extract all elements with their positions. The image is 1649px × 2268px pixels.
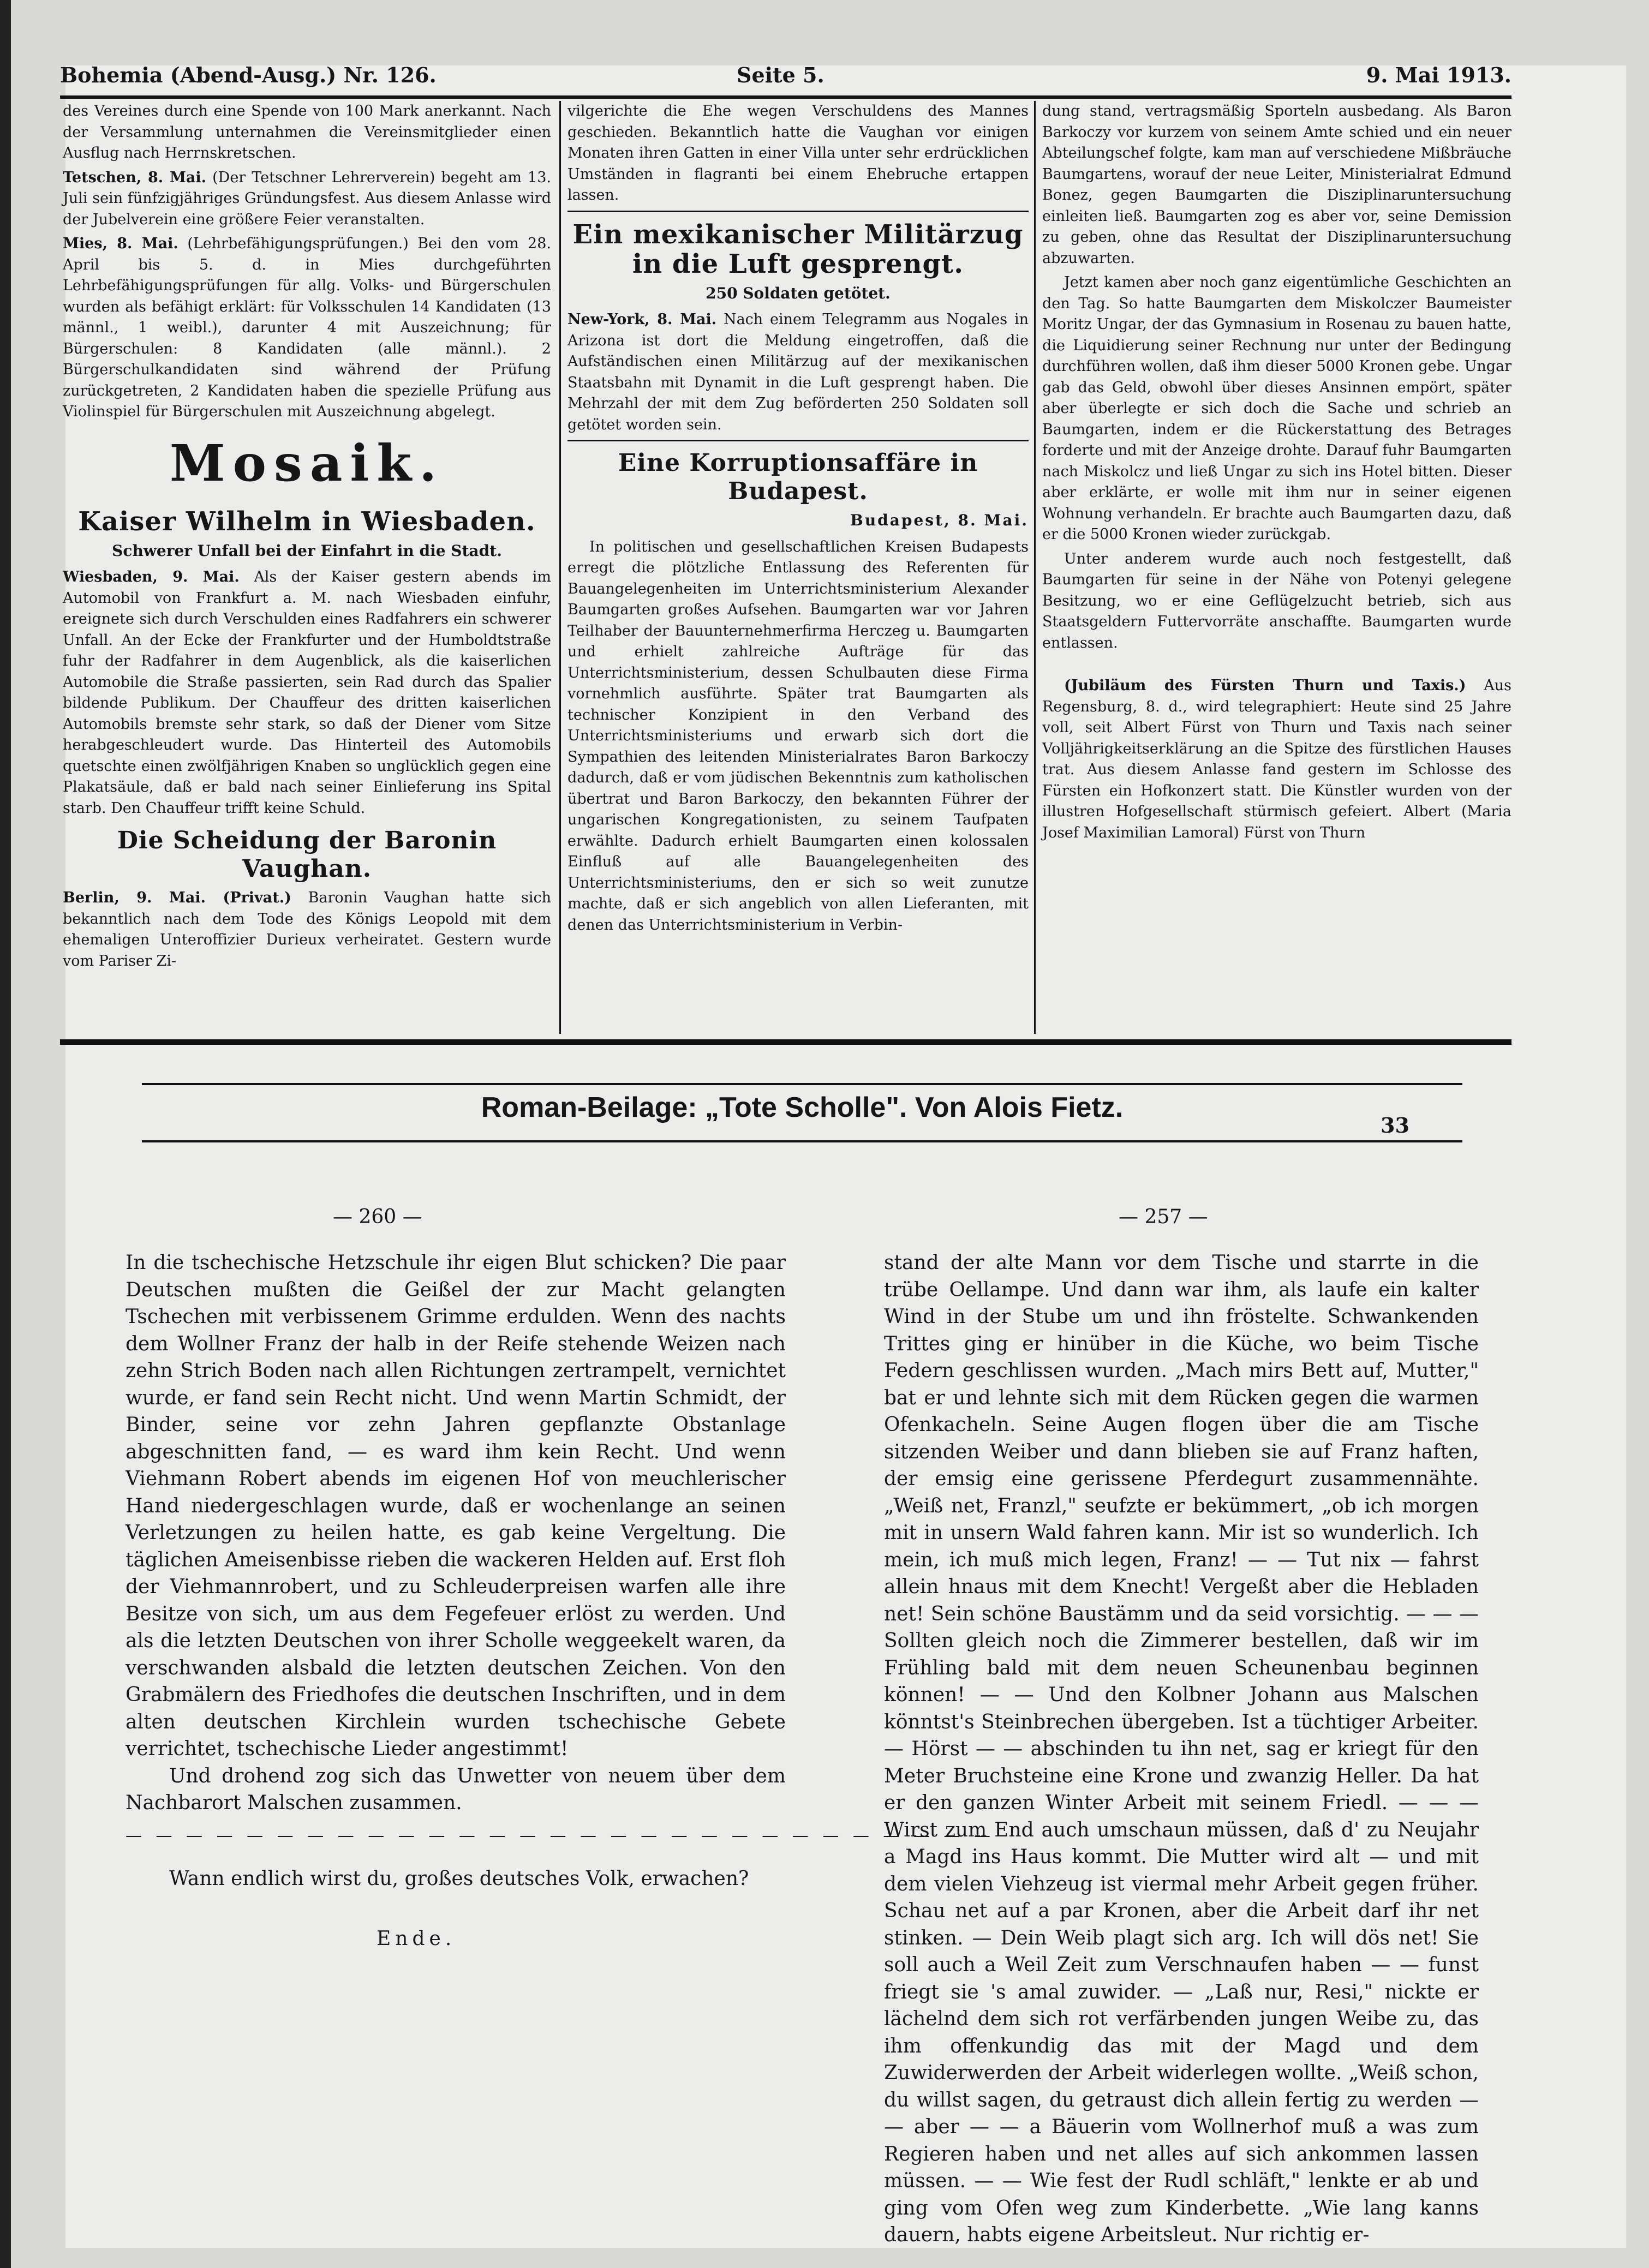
- col1-paragraph: des Vereines durch eine Spende von 100 Mark anerkannt. Nach der Versammlung unternahmen die Vereinsmitglieder einen Ausflug nach Herrnskretschen.: [63, 103, 551, 161]
- header-page-number: Seite 5.: [737, 63, 824, 87]
- col3-paragraph: Jetzt kamen aber noch ganz eigentümliche Geschichten an den Tag. So hatte Baumgarten dem Miskolczer Baumeister Moritz Ungar, der das Gymnasium in Rosenau zu bauen hatte, die Liquidierung seiner Rechnung nur unter der Bedingung durchführen wollen, daß ihm dieser 5000 Kronen gebe. Ungar gab das Geld, obwohl über dieses Ansinnen empört, später aber überlegte er sich doch die Sache und schrieb an Baumgarten, indem er die Rückerstattung des Betrages forderte und mit der Anzeige drohte. Darauf fuhr Baumgarten nach Miskolcz und ließ Ungar zu sich ins Hotel bitten. Dieser aber erklärte, er wolle mit ihm nur in seiner eigenen Wohnung verhandeln. Er brachte auch Baumgarten dazu, daß er die 5000 Kronen wieder zurückgab.: [1042, 274, 1511, 543]
- paragraph-body: Aus Regensburg, 8. d., wird telegraphiert: Heute sind 25 Jahre voll, seit Albert Fürst von Thurn und Taxis nach seiner Volljährigkeitserklärung an die Spitze des fürstlichen Hauses trat. Aus diesem Anlasse fand gestern im Schlosse des Fürsten ein Hofkonzert statt. Die Künstler wurden von der illustren Hofgesellschaft stürmisch gefeiert. Albert (Maria Josef Maximilian Lamoral) Fürst von Thurn: [1042, 677, 1511, 841]
- header-rule: [60, 95, 1511, 99]
- scan-left-edge: [0, 0, 11, 2268]
- paragraph-body: Baronin Vaughan hatte sich bekanntlich nach dem Tode des Königs Leopold mit dem ehemaligen Unteroffizier Durieux verheiratet. Gestern wurde vom Pariser Zi-: [63, 889, 551, 970]
- page-header: [60, 57, 1511, 95]
- story-paragraph: In die tschechische Hetzschule ihr eigen Blut schicken? Die paar Deutschen mußten die Geißel der zur Macht gelangten Tschechen mit verbissenem Grimme erdulden. Wenn des nachts dem Wollner Franz der halb in der Reife stehende Weizen nach zehn Strich Boden nach allen Richtungen zertrampelt, vernichtet wurde, er fand sein Recht nicht. Und wenn Martin Schmidt, der Binder, seine vor zehn Jahren gepflanzte Obstanlage abgeschnitten fand, — es ward ihm kein Recht. Und wenn Viehmann Robert abends im eigenen Hof von meuchlerischer Hand niedergeschlagen wurde, daß er wochenlange an seinen Verletzungen zu heilen hatte, es gab keine Vergeltung. Die täglichen Ameisenbisse rieben die wackeren Helden auf. Erst floh der Viehmannrobert, und zu Schleuderpreisen warfen alle ihre Besitze von sich, um aus dem Fegefeuer erlöst zu werden. Und als die letzten Deutschen von ihrer Scholle weggeekelt waren, da verschwanden alsbald die letzten deutschen Zeichen. Von den Grabmälern des Friedhofes die deutschen Inschriften, und in dem alten deutschen Kirchlein wurden tschechische Gebete verrichtet, tschechische Lieder angestimmt!: [126, 1252, 786, 1760]
- article-korruption-body: In politischen und gesellschaftlichen Kreisen Budapests erregt die plötzliche Entlassung des Referenten für Bauangelegenheiten im Unterrichtsministerium Alexander Baumgarten großes Aufsehen. Baumgarten war vor Jahren Teilhaber der Bauunternehmerfirma Herczeg u. Baumgarten und erhielt zahlreiche Aufträge für das Unterrichtsministerium, dessen Schulbauten diese Firma vornehmlich ausführte. Später trat Baumgarten als technischer Konzipient in den Verband des Unterrichtsministeriums und erwarb sich dort die Sympathien des leitenden Ministerialrates Baron Barkoczy dadurch, daß er vom jüdischen Bekenntnis zum katholischen übertrat und Baron Barkoczy, den bekannten Führer der ungarischen Kongregationisten, zu seinem Taufpaten erwählte. Dadurch erhielt Baumgarten einen kolossalen Einfluß auf alle Bauangelegenheiten des Unterrichtsministeriums, den er sich so weit zunutze machte, daß er sich angeblich von allen Lieferanten, mit denen das Unterrichtsministerium in Verbin-: [567, 538, 1029, 933]
- section-rule-top: [60, 1039, 1511, 1045]
- subheadline-kaiser: Schwerer Unfall bei der Einfahrt in die Stadt.: [112, 541, 502, 560]
- subheadline-militaerzug: 250 Soldaten getötet.: [706, 284, 891, 302]
- story-right-column: [884, 1249, 1479, 2249]
- story-end-marker: Ende.: [377, 1927, 456, 1950]
- col3-paragraph: dung stand, vertragsmäßig Sporteln ausbedang. Als Baron Barkoczy vor kurzem von seinem Amte schied und ein neuer Abteilungschef folgte, kam man auf verschiedene Mißbräuche Baumgartens, worauf der neue Leiter, Ministerialrat Edmund Bonez, gegen Baumgarten die Disziplinaruntersuchung einleiten ließ. Baumgarten zog es aber vor, seine Demission zu geben, ohne das Resultat der Disziplinaruntersuchung abzuwarten.: [1042, 103, 1511, 267]
- paragraph-body: Nach einem Telegramm aus Nogales in Arizona ist dort die Meldung eingetroffen, daß die Aufständischen einen Militärzug auf der mexikanischen Staatsbahn mit Dynamit in die Luft gesprengt haben. Die Mehrzahl der mit dem Zug beförderten 250 Soldaten soll getötet worden sein.: [567, 311, 1029, 433]
- header-date: 9. Mai 1913.: [1366, 63, 1511, 87]
- roman-beilage-number: 33: [1381, 1113, 1409, 1138]
- headline-militaerzug: Ein mexikanischer Militärzug in die Luft gesprengt.: [572, 219, 1024, 279]
- article-kaiser-body: [63, 567, 551, 819]
- article-jubilaeum-body: [1042, 675, 1511, 843]
- dateline: Mies, 8. Mai.: [63, 235, 178, 252]
- story-paragraph: Und drohend zog sich das Unwetter von neuem über dem Nachbarort Malschen zusammen.: [126, 1764, 786, 1814]
- section-title-mosaik: Mosaik.: [169, 433, 445, 493]
- section-rule-bottom: [142, 1140, 1462, 1142]
- headline-korruption: Eine Korruptionsaffäre in Budapest.: [618, 449, 978, 505]
- section-rule-thin: [142, 1083, 1462, 1085]
- column-divider-2: [1034, 101, 1036, 1034]
- news-column-1: [63, 101, 551, 1028]
- dateline: (Jubiläum des Fürsten Thurn und Taxis.): [1064, 677, 1466, 694]
- story-dash-separator: — — — — — — — — — — — — — — — — — — — — — — — — — — — — —: [126, 1826, 995, 1845]
- col1-paragraph-tetschen: [63, 167, 551, 231]
- story-closing-line: Wann endlich wirst du, großes deutsches Volk, erwachen?: [169, 1868, 749, 1890]
- article-separator: [567, 211, 1029, 212]
- story-paragraph: stand der alte Mann vor dem Tische und starrte in die trübe Oellampe. Und dann war ihm, als laufe ein kalter Wind in der Stube um und ihn fröstelte. Schwankenden Trittes ging er hinüber in die Küche, wo beim Tische Federn geschlissen wurden. „Mach mirs Bett auf, Mutter," bat er und lehnte sich mit dem Rücken gegen die warmen Ofenkacheln. Seine Augen flogen über die am Tische sitzenden Weiber und dann blieben sie auf Franz haften, der emsig eine gerissene Pferdegurt zusammennähte. „Weiß net, Franzl," seufzte er bekümmert, „ob ich morgen mit in unsern Wald fahren kann. Mir ist so wunderlich. Ich mein, ich muß mich legen, Franz! — — Tut nix — fahrst allein hnaus mit dem Knecht! Vergeßt aber die Hebladen net! Sein schöne Baustämm und da seid vorsichtig. — — — Sollten gleich noch die Zimmerer bestellen, daß wir im Frühling bald mit dem neuen Scheunenbau beginnen können! — — Und den Kolbner Johann aus Malschen könntst's Steinbrechen übergeben. Ist a tüchtiger Arbeiter. — Hörst — — abschinden tu ihn net, sag er kriegt für den Meter Bruchsteine eine Krone und zwanzig Heller. Da hat er den ganzen Winter Arbeit mit seinem Friedl. — — — Wirst zum End auch umschaun müssen, daß d' zu Neujahr a Magd ins Haus kommt. Die Mutter wird alt — und mit dem vielen Viehzeug ist viermal mehr Arbeit gegen früher. Schau net auf a par Kronen, aber die Arbeit darf ihr net stinken. — Dein Weib plagt sich arg. Ich will dös net! Sie soll auch a Weil Zeit zum Verschnaufen haben — — funst friegt sie 's amal zuwider. — „Laß nur, Resi," nickte er lächelnd dem sich rot verfärbenden jungen Weibe zu, das ihm offenkundig das mit der Magd und dem Zuwiderwerden der Arbeit widerlegen wollte. „Weiß schon, du willst sagen, du getraust dich allein fertig zu werden — — aber — — a Bäuerin vom Wollnerhof muß a was zum Regieren haben und net alles auf sich ankommen lassen müssen. — — Wie fest der Rudl schläft," lenkte er ab und ging vom Ofen weg zum Kinderbette. „Wie lang kanns dauern, habts eigene Arbeitsleut. Nur richtig er-: [884, 1252, 1479, 2246]
- header-masthead: Bohemia (Abend-Ausg.) Nr. 126.: [60, 63, 437, 87]
- col1-paragraph-mies: [63, 234, 551, 423]
- story-left-column: [126, 1249, 995, 1952]
- paragraph-body: (Lehrbefähigungsprüfungen.) Bei den vom 28. April bis 5. d. in Mies durchgeführten Lehrbefähigungsprüfungen für allg. Volks- und Bürgerschulen wurden als befähigt erklärt: für Volksschulen 14 Kandidaten (13 männl., 1 weibl.), darunter 4 mit Auszeichnung; für Bürgerschulen: 8 Kandidaten (alle männl.). 2 Bürgerschulkandidaten sind während der Prüfung zurückgetreten, 2 Kandidaten haben die spezielle Prüfung aus Violinspiel für Bürgerschulen mit Auszeichnung abgelegt.: [63, 235, 551, 420]
- article-separator: [567, 440, 1029, 441]
- dateline-budapest: Budapest, 8. Mai.: [850, 511, 1029, 529]
- dateline: New-York, 8. Mai.: [567, 311, 717, 328]
- col3-paragraph: Unter anderem wurde auch noch festgestellt, daß Baumgarten für seine in der Nähe von Potenyi gelegene Besitzung, wo er eine Geflügelzucht betrieb, sich aus Staatsgeldern Futtervorräte anschaffte. Baumgarten wurde entlassen.: [1042, 550, 1511, 651]
- story-left-page-number: — 260 —: [333, 1206, 422, 1228]
- article-scheidung-body: [63, 888, 551, 972]
- news-column-3: [1042, 101, 1511, 1028]
- column-divider-1: [559, 101, 561, 1034]
- headline-kaiser-wilhelm: Kaiser Wilhelm in Wiesbaden.: [78, 506, 536, 537]
- news-column-2: [567, 101, 1029, 1028]
- dateline: Wiesbaden, 9. Mai.: [63, 569, 240, 585]
- headline-scheidung: Die Scheidung der Baronin Vaughan.: [117, 827, 497, 883]
- roman-beilage-title: Roman-Beilage: „Tote Scholle". Von Alois Fietz.: [481, 1092, 1124, 1123]
- story-right-page-number: — 257 —: [1119, 1206, 1208, 1228]
- col2-paragraph: vilgerichte die Ehe wegen Verschuldens des Mannes geschieden. Bekanntlich hatte die Vaughan vor einigen Monaten ihren Gatten in einer Villa unter sehr erdrücklichen Umständen in flagranti bei einem Ehebruche ertappen lassen.: [567, 103, 1029, 204]
- dateline: Berlin, 9. Mai. (Privat.): [63, 889, 291, 906]
- article-militaerzug-body: [567, 309, 1029, 435]
- paragraph-body: Als der Kaiser gestern abends im Automobil von Frankfurt a. M. nach Wiesbaden einfuhr, ereignete sich durch Verschulden eines Radfahrers ein schwerer Unfall. An der Ecke der Frankfurter und der Humboldtstraße fuhr der Radfahrer in dem Augenblick, als die kaiserlichen Automobile die Straße passierten, sein Rad durch das Spalier bildende Publikum. Der Chauffeur des dritten kaiserlichen Automobils bremste sehr stark, so daß der Diener vom Sitze herabgeschleudert wurde. Das Hinterteil des Automobils quetschte einen zwölfjährigen Knaben so unglücklich gegen eine Plakatsäule, daß er bald nach seiner Einlieferung ins Spital starb. Den Chauffeur trifft keine Schuld.: [63, 569, 551, 817]
- paragraph-body: (Der Tetschner Lehrerverein) begeht am 13. Juli sein fünfzigjähriges Gründungsfest. Aus diesem Anlasse wird der Jubelverein eine größere Feier veranstalten.: [63, 169, 551, 228]
- dateline: Tetschen, 8. Mai.: [63, 169, 207, 186]
